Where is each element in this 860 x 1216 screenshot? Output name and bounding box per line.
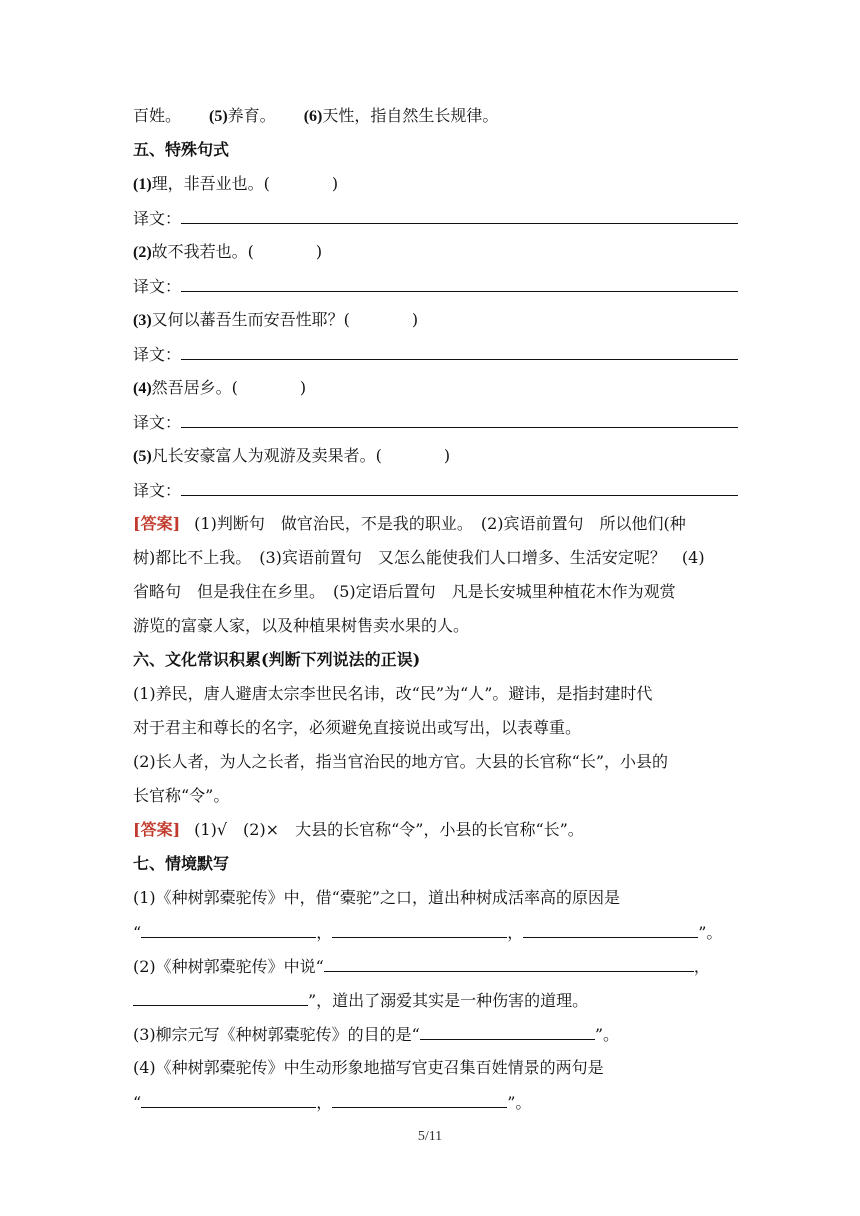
quote-open: “	[133, 1093, 142, 1112]
translation-line	[133, 344, 738, 365]
text: 百姓。	[133, 106, 182, 125]
fill-blank-line	[133, 956, 710, 977]
answer-blank[interactable]	[181, 344, 738, 360]
answer-blank[interactable]	[523, 922, 698, 938]
quote-close: ”。	[594, 1025, 620, 1044]
quote-open: “	[133, 923, 142, 942]
item-number: (2)	[133, 244, 152, 261]
paren-close: )	[331, 174, 339, 193]
comma: ，	[507, 923, 524, 942]
question-line	[133, 378, 306, 399]
answer-text: (1)判断句 做官治民，不是我的职业。 (2)宾语前置句 所以他们(种	[194, 514, 686, 533]
item-number: (6)	[303, 108, 323, 125]
paren-close: )	[443, 446, 451, 465]
section-heading: 五、特殊句式	[133, 140, 230, 159]
paragraph-line: 长官称“令”。	[133, 786, 230, 805]
section-heading: 六、文化常识积累(判断下列说法的正误)	[133, 650, 421, 669]
question-text: 凡长安豪富人为观游及卖果者。(	[151, 446, 382, 465]
answer-blank[interactable]	[141, 1092, 316, 1108]
translation-label: 译文：	[133, 345, 182, 364]
answer-line	[133, 820, 584, 840]
comma: ，	[316, 1093, 333, 1112]
answer-text: 树)都比不上我。 (3)宾语前置句 又怎么能使我们人口增多、生活安定呢？ (4)	[133, 548, 705, 567]
comma: ，	[693, 957, 710, 976]
text: 养育。	[227, 106, 276, 125]
translation-line	[133, 412, 738, 433]
item-number: (4)	[133, 380, 152, 397]
question-text: 故不我若也。(	[151, 242, 254, 261]
page-number: 5/11	[417, 1129, 443, 1144]
paren-close: )	[299, 378, 307, 397]
section-heading: 七、情境默写	[133, 854, 230, 873]
paragraph-line: (2)长人者，为人之长者，指当官治民的地方官。大县的长官称“长”，小县的	[133, 752, 669, 771]
translation-label: 译文：	[133, 413, 182, 432]
question-text: 理，非吾业也。(	[151, 174, 270, 193]
question-text: ”，道出了溺爱其实是一种伤害的道理。	[308, 991, 589, 1010]
continuation-line	[133, 106, 498, 127]
quote-close: ”。	[507, 1093, 532, 1112]
item-number: (1)	[133, 176, 152, 193]
question-line: (4)《种树郭橐驼传》中生动形象地描写官吏召集百姓情景的两句是	[133, 1058, 604, 1077]
answer-text: 游览的富豪人家，以及种植果树售卖水果的人。	[133, 616, 470, 635]
answer-blank[interactable]	[181, 208, 738, 224]
answer-blank[interactable]	[332, 1092, 507, 1108]
question-line	[133, 174, 338, 195]
answer-tag: [答案]	[133, 820, 181, 839]
translation-line	[133, 480, 738, 501]
translation-label: 译文：	[133, 481, 182, 500]
fill-blank-line	[133, 990, 588, 1011]
answer-blank[interactable]	[332, 922, 507, 938]
text: 天性，指自然生长规律。	[322, 106, 499, 125]
comma: ，	[316, 923, 333, 942]
paren-close: )	[411, 310, 419, 329]
answer-blank[interactable]	[420, 1024, 595, 1040]
translation-label: 译文：	[133, 209, 182, 228]
question-text: (2)《种树郭橐驼传》中说“	[133, 957, 324, 976]
question-line: (1)《种树郭橐驼传》中，借“橐驼”之口，道出种树成活率高的原因是	[133, 888, 621, 907]
answer-blank[interactable]	[133, 990, 308, 1006]
item-number: (3)	[133, 312, 152, 329]
item-number: (5)	[133, 448, 152, 465]
quote-close: ”。	[698, 923, 723, 942]
fill-blank-line	[133, 1092, 531, 1113]
answer-blank[interactable]	[181, 412, 738, 428]
translation-label: 译文：	[133, 277, 182, 296]
translation-line	[133, 276, 738, 297]
question-line	[133, 310, 418, 331]
answer-text: (1)√ (2)× 大县的长官称“令”，小县的长官称“长”。	[194, 820, 584, 839]
answer-blank[interactable]	[141, 922, 316, 938]
item-number: (5)	[209, 108, 228, 125]
fill-blank-line	[133, 922, 722, 943]
translation-line	[133, 208, 738, 229]
question-line	[133, 446, 450, 467]
paren-close: )	[315, 242, 323, 261]
answer-tag: [答案]	[133, 514, 181, 533]
answer-line	[133, 514, 686, 534]
question-line	[133, 242, 322, 263]
answer-blank[interactable]	[324, 956, 694, 972]
question-text: (3)柳宗元写《种树郭橐驼传》的目的是“	[133, 1025, 420, 1044]
answer-blank[interactable]	[181, 276, 738, 292]
question-text: 然吾居乡。(	[151, 378, 238, 397]
answer-text: 省略句 但是我住在乡里。 (5)定语后置句 凡是长安城里种植花木作为观赏	[133, 582, 676, 601]
fill-blank-line	[133, 1024, 619, 1045]
paragraph-line: (1)养民，唐人避唐太宗李世民名讳，改“民”为“人”。避讳，是指封建时代	[133, 684, 653, 703]
paragraph-line: 对于君主和尊长的名字，必须避免直接说出或写出，以表尊重。	[133, 718, 582, 737]
question-text: 又何以蕃吾生而安吾性耶？(	[151, 310, 350, 329]
answer-blank[interactable]	[181, 480, 738, 496]
